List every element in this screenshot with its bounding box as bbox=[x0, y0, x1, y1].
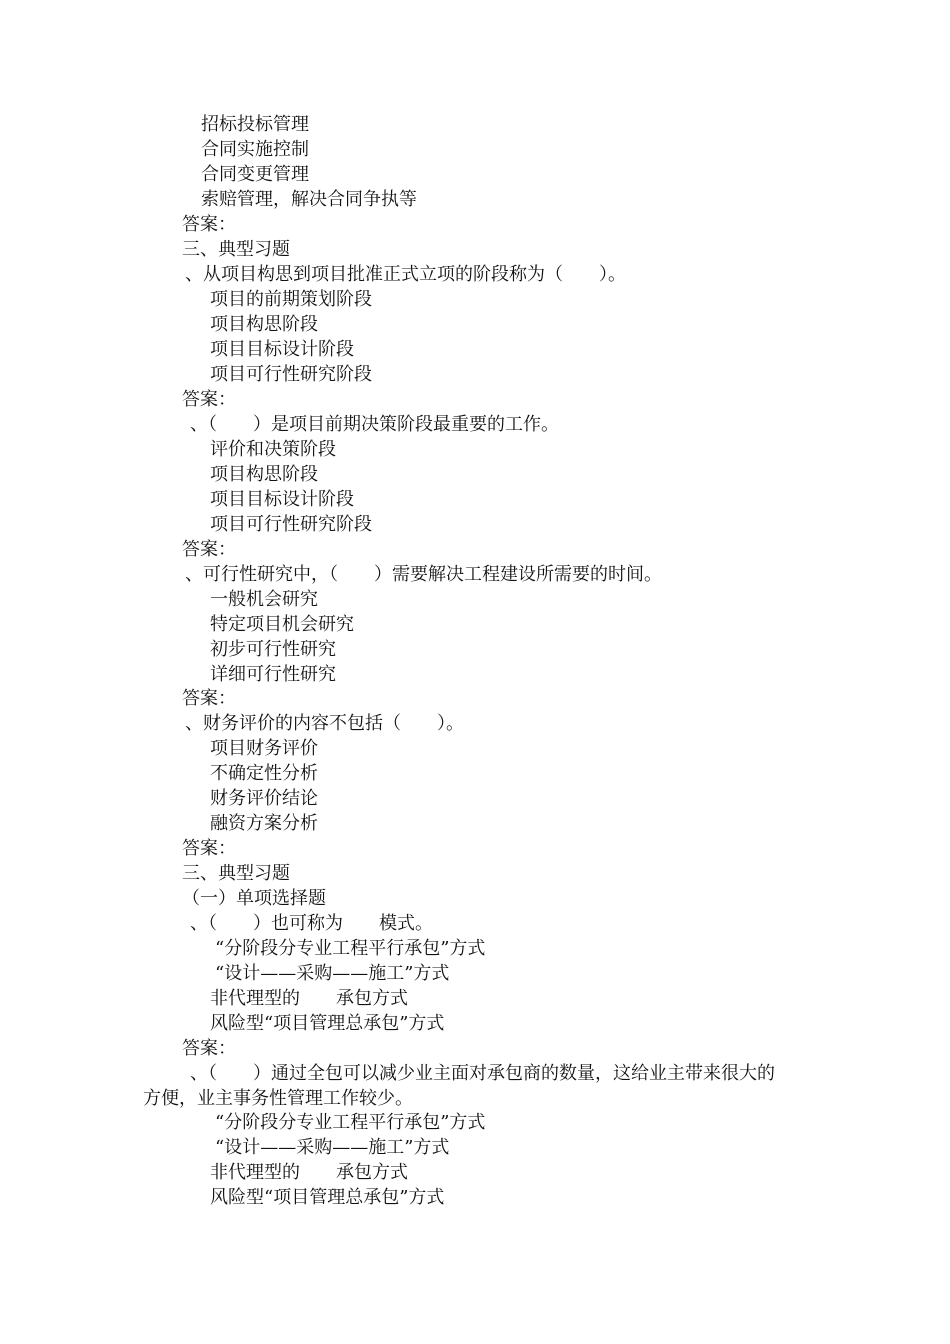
list-item: 索赔管理，解决合同争执等 bbox=[201, 189, 417, 210]
option-text: 项目可行性研究阶段 bbox=[210, 364, 372, 385]
option-text: “设计——采购——施工”方式 bbox=[215, 963, 450, 984]
option-text: 财务评价结论 bbox=[210, 788, 318, 809]
answer-label: 答案： bbox=[182, 539, 236, 560]
option-text: 详细可行性研究 bbox=[210, 664, 336, 685]
option-text: 初步可行性研究 bbox=[210, 639, 336, 660]
option-text: 融资方案分析 bbox=[210, 813, 318, 834]
question-text: 、可行性研究中，（ ）需要解决工程建设所需要的时间。 bbox=[185, 564, 662, 585]
option-text: 项目可行性研究阶段 bbox=[210, 514, 372, 535]
question-text: 、（ ）也可称为 模式。 bbox=[190, 913, 433, 934]
option-text: 风险型“项目管理总承包”方式 bbox=[210, 1013, 445, 1034]
question-text: 、从项目构思到项目批准正式立项的阶段称为（ ）。 bbox=[185, 264, 626, 285]
answer-label: 答案： bbox=[182, 1038, 236, 1059]
option-text: 项目财务评价 bbox=[210, 738, 318, 759]
option-text: 非代理型的 承包方式 bbox=[210, 988, 408, 1009]
option-text: “分阶段分专业工程平行承包”方式 bbox=[215, 938, 486, 959]
question-text-continued: 方便，业主事务性管理工作较少。 bbox=[143, 1088, 413, 1109]
option-text: 不确定性分析 bbox=[210, 763, 318, 784]
answer-label: 答案： bbox=[182, 688, 236, 709]
option-text: 项目目标设计阶段 bbox=[210, 339, 354, 360]
list-item: 合同变更管理 bbox=[201, 164, 309, 185]
option-text: 项目目标设计阶段 bbox=[210, 489, 354, 510]
list-item: 合同实施控制 bbox=[201, 139, 309, 160]
list-item: 招标投标管理 bbox=[201, 114, 309, 135]
answer-label: 答案： bbox=[182, 838, 236, 859]
option-text: 项目构思阶段 bbox=[210, 314, 318, 335]
option-text: 特定项目机会研究 bbox=[210, 614, 354, 635]
option-text: “分阶段分专业工程平行承包”方式 bbox=[215, 1112, 486, 1133]
section-heading: 三、典型习题 bbox=[182, 863, 290, 884]
option-text: 风险型“项目管理总承包”方式 bbox=[210, 1187, 445, 1208]
answer-label: 答案： bbox=[182, 214, 236, 235]
question-text: 、财务评价的内容不包括（ ）。 bbox=[185, 713, 464, 734]
answer-label: 答案： bbox=[182, 389, 236, 410]
option-text: 项目的前期策划阶段 bbox=[210, 289, 372, 310]
option-text: 一般机会研究 bbox=[210, 589, 318, 610]
option-text: 非代理型的 承包方式 bbox=[210, 1162, 408, 1183]
option-text: 评价和决策阶段 bbox=[210, 439, 336, 460]
subsection-heading: （一）单项选择题 bbox=[182, 888, 326, 909]
question-text: 、（ ）是项目前期决策阶段最重要的工作。 bbox=[190, 414, 559, 435]
option-text: “设计——采购——施工”方式 bbox=[215, 1137, 450, 1158]
section-heading: 三、典型习题 bbox=[182, 239, 290, 260]
option-text: 项目构思阶段 bbox=[210, 464, 318, 485]
question-text: 、（ ）通过全包可以减少业主面对承包商的数量，这给业主带来很大的 bbox=[190, 1063, 775, 1084]
